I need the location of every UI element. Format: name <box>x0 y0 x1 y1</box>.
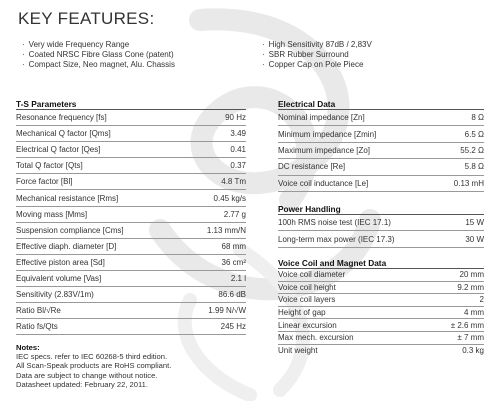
row-value: 0.37 <box>230 161 246 171</box>
row-value: 8 Ω <box>471 113 484 123</box>
table-row <box>278 282 484 295</box>
row-label: Effective diaph. diameter [D] <box>16 241 117 251</box>
row-value: 2.77 g <box>223 209 246 219</box>
row-label: Linear excursion <box>278 320 337 330</box>
row-value: 86.6 dB <box>218 290 246 300</box>
table-row <box>16 190 246 206</box>
ts-parameters-table <box>16 98 246 335</box>
row-label: Equivalent volume [Vas] <box>16 273 102 283</box>
row-value: 2 <box>479 295 484 305</box>
row-value: 15 W <box>465 218 484 228</box>
table-row <box>16 255 246 271</box>
row-value: 2.1 l <box>230 273 246 283</box>
row-label: Long-term max power (IEC 17.3) <box>278 234 395 244</box>
table-row <box>278 345 484 358</box>
row-value: 0.41 <box>230 145 246 155</box>
row-label: Total Q factor [Qts] <box>16 161 83 171</box>
table-row <box>278 319 484 332</box>
table-row <box>16 271 246 287</box>
feature-item: · High Sensitivity 87dB / 2,83V <box>262 40 372 50</box>
row-label: Sensitivity (2.83V/1m) <box>16 290 94 300</box>
row-label: Nominal impedance [Zn] <box>278 113 365 123</box>
row-value: 55.2 Ω <box>460 145 484 155</box>
row-value: ± 7 mm <box>457 333 484 343</box>
table-row <box>16 174 246 190</box>
row-value: 36 cm² <box>221 257 246 267</box>
row-value: 90 Hz <box>225 113 246 123</box>
row-value: 245 Hz <box>220 322 246 332</box>
table-row <box>278 215 484 231</box>
table-row <box>16 110 246 126</box>
notes-line: IEC specs. refer to IEC 60268-5 third edition. <box>16 352 168 362</box>
row-label: Voice coil layers <box>278 295 336 305</box>
row-label: 100h RMS noise test (IEC 17.1) <box>278 218 391 228</box>
row-value: 9.2 mm <box>457 282 484 292</box>
ts-parameters-title: T-S Parameters <box>16 98 246 110</box>
feature-item: · Compact Size, Neo magnet, Alu. Chassis <box>22 60 175 70</box>
row-value: 0.13 mH <box>453 178 484 188</box>
notes-section <box>16 343 256 389</box>
table-row <box>278 269 484 282</box>
table-row <box>278 143 484 159</box>
table-row <box>16 287 246 303</box>
electrical-data-table <box>278 98 484 192</box>
row-label: Effective piston area [Sd] <box>16 257 105 267</box>
row-label: Moving mass [Mms] <box>16 209 88 219</box>
row-label: Resonance frequency [fs] <box>16 113 107 123</box>
row-value: 20 mm <box>459 270 484 280</box>
row-value: 4 mm <box>464 308 484 318</box>
table-row <box>16 319 246 335</box>
table-row <box>278 231 484 247</box>
row-label: DC resistance [Re] <box>278 162 346 172</box>
table-row <box>16 207 246 223</box>
row-value: 30 W <box>465 234 484 244</box>
row-label: Suspension compliance [Cms] <box>16 225 124 235</box>
table-row <box>16 126 246 142</box>
row-value: 6.5 Ω <box>464 129 484 139</box>
row-label: Electrical Q factor [Qes] <box>16 145 101 155</box>
power-handling-title: Power Handling <box>278 203 484 215</box>
notes-line: Datasheet updated: February 22, 2011. <box>16 379 148 389</box>
row-value: 4.8 Tm <box>221 177 246 187</box>
row-value: 0.3 kg <box>462 346 484 356</box>
row-value: 5.8 Ω <box>464 162 484 172</box>
notes-line: Data are subject to change without notice. <box>16 370 158 380</box>
row-label: Unit weight <box>278 346 318 356</box>
row-label: Mechanical Q factor [Qms] <box>16 129 111 139</box>
voice-coil-magnet-table <box>278 257 484 357</box>
voice-coil-magnet-title: Voice Coil and Magnet Data <box>278 257 484 269</box>
feature-item: · SBR Rubber Surround <box>262 50 372 60</box>
table-row <box>16 239 246 255</box>
row-label: Voice coil inductance [Le] <box>278 178 369 188</box>
row-value: 1.99 N/√W <box>208 306 246 316</box>
row-label: Maximum impedance [Zo] <box>278 145 371 155</box>
power-handling-table <box>278 203 484 248</box>
row-value: 0.45 kg/s <box>213 193 246 203</box>
feature-item: · Coated NRSC Fibre Glass Cone (patent) <box>22 50 175 60</box>
notes-title: Notes: <box>16 343 40 352</box>
row-value: ± 2.6 mm <box>450 320 484 330</box>
key-features-heading: KEY FEATURES: <box>18 9 155 28</box>
row-label: Ratio fs/Qts <box>16 322 58 332</box>
electrical-data-title: Electrical Data <box>278 98 484 110</box>
row-label: Voice coil diameter <box>278 270 346 280</box>
table-row <box>278 176 484 192</box>
row-label: Ratio Bl/√Re <box>16 306 61 316</box>
row-value: 3.49 <box>230 129 246 139</box>
features-list-left <box>22 40 175 70</box>
table-row <box>278 110 484 126</box>
table-row <box>278 332 484 345</box>
table-row <box>16 142 246 158</box>
table-row <box>278 159 484 175</box>
table-row <box>16 223 246 239</box>
feature-item: · Copper Cap on Pole Piece <box>262 60 372 70</box>
table-row <box>16 158 246 174</box>
features-list-right <box>262 40 372 70</box>
row-label: Voice coil height <box>278 282 336 292</box>
feature-item: · Very wide Frequency Range <box>22 40 175 50</box>
row-value: 68 mm <box>221 241 246 251</box>
row-label: Minimum impedance [Zmin] <box>278 129 377 139</box>
table-row <box>278 294 484 307</box>
table-row <box>16 303 246 319</box>
table-row <box>278 307 484 320</box>
row-value: 1.13 mm/N <box>206 225 246 235</box>
notes-line: All Scan-Speak products are RoHS compliant. <box>16 361 172 371</box>
row-label: Height of gap <box>278 308 326 318</box>
row-label: Force factor [Bl] <box>16 177 73 187</box>
row-label: Mechanical resistance [Rms] <box>16 193 119 203</box>
row-label: Max mech. excursion <box>278 333 354 343</box>
table-row <box>278 126 484 142</box>
